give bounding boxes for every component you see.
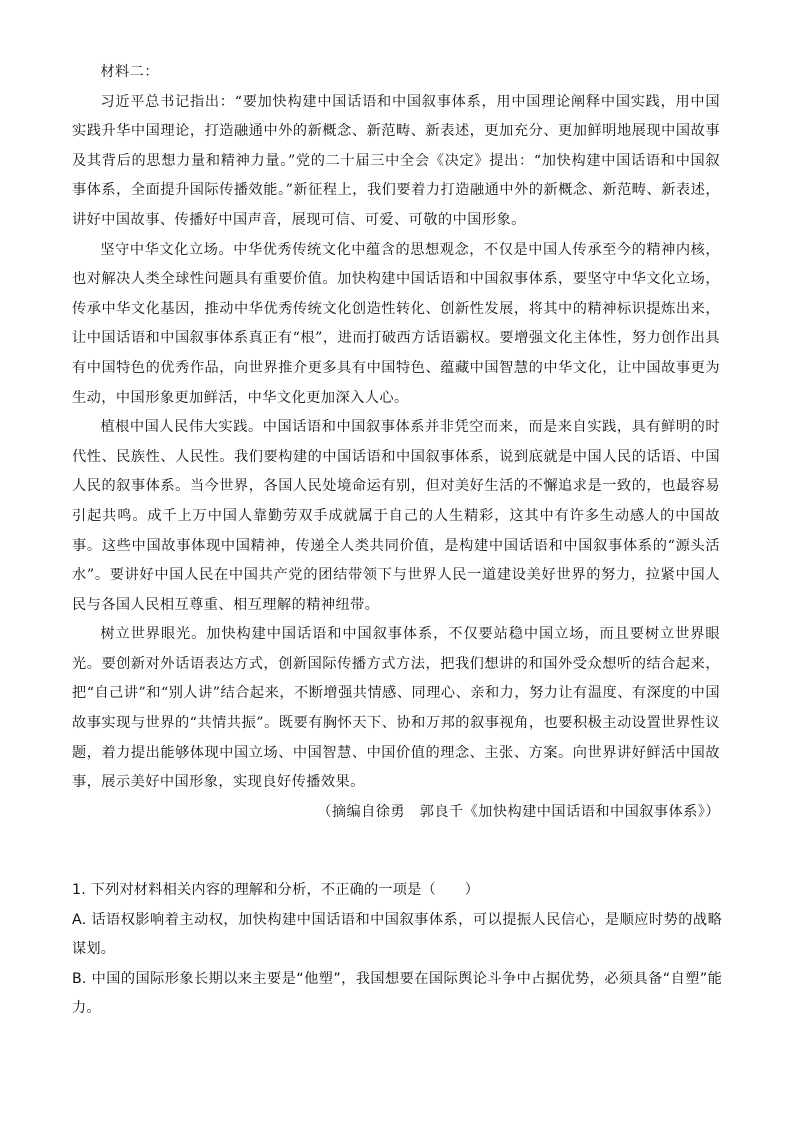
question-stem: 1. 下列对材料相关内容的理解和分析，不正确的一项是（ ）	[72, 882, 480, 898]
material-paragraph-4: 树立世界眼光。加快构建中国话语和中国叙事体系，不仅要站稳中国立场，而且要树立世界眼光。要创新对外话语表达方式，创新国际传播方式方法，把我们想讲的和国外受众想听的结合起来，把“自己讲”和“别人讲”结合起来，不断增强共情感、同理心、亲和力，努力让有温度、有深度的中国故事实现与世界的“共情共振”。既要有胸怀天下、协和万邦的叙事视角，也要积极主动设置世界性议题，着力提出能够体现中国立场、中国智慧、中国价值的理念、主张、方案。向世界讲好鲜活中国故事，展示美好中国形象，实现良好传播效果。	[72, 626, 720, 791]
material-paragraph-2: 坚守中华文化立场。中华优秀传统文化中蕴含的思想观念，不仅是中国人传承至今的精神内核，也对解决人类全球性问题具有重要价值。加快构建中国话语和中国叙事体系，要坚守中华文化立场，传承中华文化基因，推动中华优秀传统文化创造性转化、创新性发展，将其中的精神标识提炼出来，让中国话语和中国叙事体系真正有“根”，进而打破西方话语霸权。要增强文化主体性，努力创作出具有中国特色的优秀作品，向世界推介更多具有中国特色、蕴藏中国智慧的中华文化，让中国故事更为生动，中国形象更加鲜活，中华文化更加深入人心。	[72, 241, 720, 406]
material-source: （摘编自徐勇 郭良千《加快构建中国话语和中国叙事体系》）	[317, 803, 720, 820]
option-b: B. 中国的国际形象长期以来主要是“他塑”，我国想要在国际舆论斗争中占据优势，必须具备“自塑”能力。	[72, 970, 722, 1017]
reading-material	[72, 58, 720, 827]
material-paragraph-1: 习近平总书记指出：“要加快构建中国话语和中国叙事体系，用中国理论阐释中国实践，用中国实践升华中国理论，打造融通中外的新概念、新范畴、新表述，更加充分、更加鲜明地展现中国故事及其背后的思想力量和精神力量。”党的二十届三中全会《决定》提出：“加快构建中国话语和中国叙事体系，全面提升国际传播效能。”新征程上，我们要着力打造融通中外的新概念、新范畴、新表述，讲好中国故事、传播好中国声音，展现可信、可爱、可敬的中国形象。	[72, 93, 720, 228]
option-a: A. 话语权影响着主动权，加快构建中国话语和中国叙事体系，可以提振人民信心，是顺应时势的战略谋划。	[72, 911, 722, 958]
question-block	[72, 876, 722, 1024]
material-paragraph-3: 植根中国人民伟大实践。中国话语和中国叙事体系并非凭空而来，而是来自实践，具有鲜明的时代性、民族性、人民性。我们要构建的中国话语和中国叙事体系，说到底就是中国人民的话语、中国人民的叙事体系。当今世界，各国人民处境命运有别，但对美好生活的不懈追求是一致的，也最容易引起共鸣。成千上万中国人靠勤劳双手成就属于自己的人生精彩，这其中有许多生动感人的中国故事。这些中国故事体现中国精神，传递全人类共同价值，是构建中国话语和中国叙事体系的“源头活水”。要讲好中国人民在中国共产党的团结带领下与世界人民一道建设美好世界的努力，拉紧中国人民与各国人民相互尊重、相互理解的精神纽带。	[72, 419, 720, 613]
material-heading: 材料二：	[100, 64, 159, 80]
